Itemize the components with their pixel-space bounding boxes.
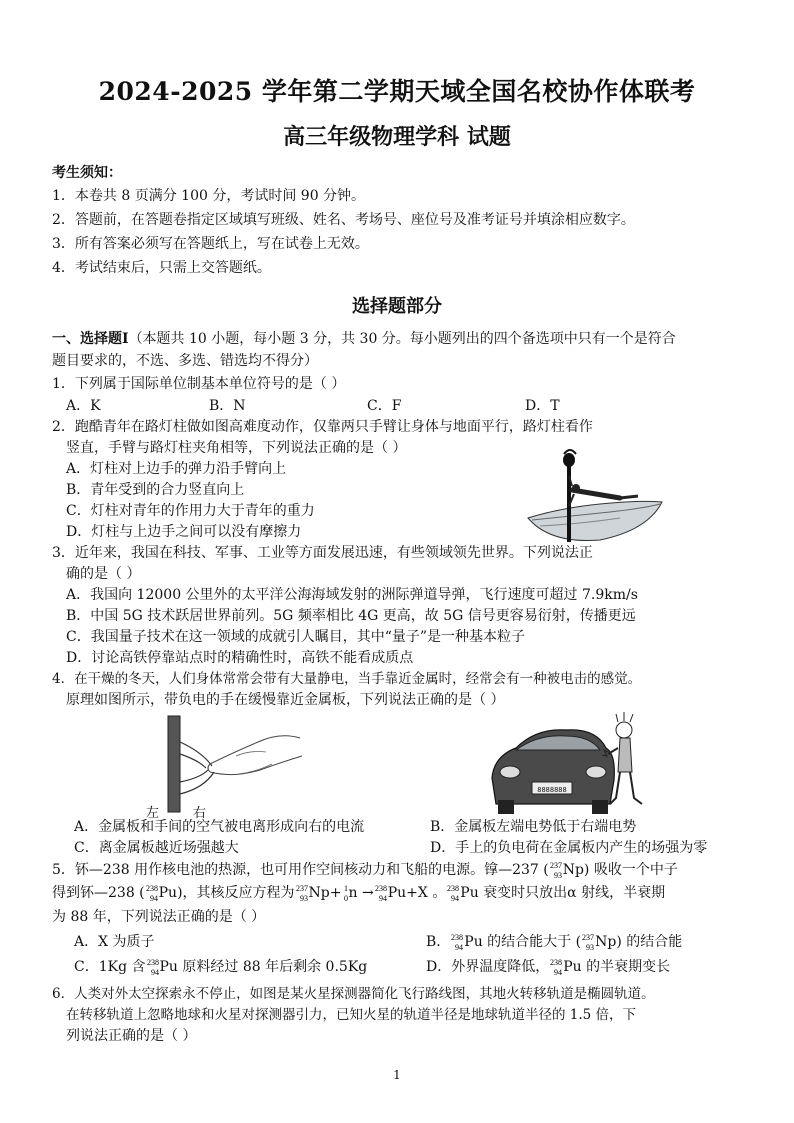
notice-item: 4．考试结束后，只需上交答题纸。	[52, 260, 271, 276]
q6-stem: 6．人类对外太空探索永不停止，如图是某火星探测器简化飞行路线图，其地火转移轨道是椭圆轨道。	[52, 986, 655, 1002]
page-number: 1	[393, 1068, 401, 1082]
parkour-lamppost-figure	[520, 446, 670, 546]
nuclide-pu	[549, 957, 563, 977]
license-plate: 8888888	[537, 786, 567, 794]
q2-stem: 2．跑酷青年在路灯柱做如图高难度动作，仅靠两只手臂让身体与地面平行，路灯柱看作	[52, 419, 593, 435]
q5-text: Pu 衰变时只放出α 射线，半衰期	[460, 885, 666, 901]
q5-text: D．外界温度降低，	[426, 959, 550, 975]
part1-instruction-line2: 题目要求的，不选、多选、错选均不得分）	[52, 353, 318, 369]
pu-mass: 238	[550, 958, 563, 967]
notice-heading: 考生须知：	[52, 165, 122, 181]
q5-line3: 为 88 年，下列说法正确的是（ ）	[52, 909, 266, 925]
q4-option-c: C．离金属板越近场强越大	[74, 840, 239, 856]
pu-z: 94	[150, 968, 159, 977]
q1-option-c: C．F	[367, 398, 402, 414]
pu-mass: 238	[374, 884, 387, 893]
pu-z: 94	[455, 943, 464, 952]
q3-option-b: B．中国 5G 技术跃居世界前列。5G 频率相比 4G 更高，故 5G 信号更容易衍射，传播更远	[66, 608, 636, 624]
q3-stem: 3．近年来，我国在科技、军事、工业等方面发展迅速，有些领域领先世界。下列说法正	[52, 545, 593, 561]
q2-option-a: A．灯柱对上边手的弹力沿手臂向上	[66, 461, 287, 477]
part1-label: 一、选择题Ⅰ	[52, 331, 129, 347]
n-mass: 1	[343, 884, 348, 893]
notice-item: 1．本卷共 8 页满分 100 分，考试时间 90 分钟。	[52, 188, 366, 204]
part1-instruction	[52, 329, 676, 349]
section-title: 选择题部分	[352, 296, 442, 317]
q5-option-b	[426, 932, 682, 952]
q5-option-c	[74, 957, 367, 977]
np-z: 93	[586, 943, 595, 952]
q5-line2	[52, 883, 665, 903]
nuclide-n	[342, 883, 349, 903]
np-mass: 237	[582, 933, 595, 942]
q5-text: Pu 原料经过 88 年后剩余 0.5Kg	[159, 959, 368, 975]
q3-option-c: C．我国量子技术在这一领域的成就引人瞩目，其中“量子”是一种基本粒子	[66, 629, 526, 645]
q3-option-d: D．讨论高铁停靠站点时的精确性时，高铁不能看成质点	[66, 650, 414, 666]
pu-mass: 238	[451, 933, 464, 942]
pu-z: 94	[554, 968, 563, 977]
q5-text: Np+	[308, 885, 342, 901]
q3-stem-cont: 确的是（ ）	[66, 566, 141, 582]
q5-option-d	[426, 957, 670, 977]
q5-text: Pu+X 。	[387, 885, 447, 901]
exam-subtitle: 高三年级物理学科 试题	[283, 124, 511, 150]
np-z: 93	[299, 894, 308, 903]
n-z: 0	[343, 894, 348, 903]
nuclide-np	[581, 932, 595, 952]
q2-option-c: C．灯柱对青年的作用力大于青年的重力	[66, 503, 315, 519]
q5-text: C．1Kg 含	[74, 959, 146, 975]
notice-item: 2．答题前，在答题卷指定区域填写班级、姓名、考场号、座位号及准考证号并填涂相应数字。	[52, 212, 635, 228]
q2-option-d: D．灯柱与上边手之间可以没有摩擦力	[66, 524, 302, 540]
nuclide-pu	[446, 883, 460, 903]
q4-stem: 4．在干燥的冬天，人们身体常常会带有大量静电，当手靠近金属时，经常会有一种被电击的感觉。	[52, 671, 642, 687]
q5-text: Pu 的半衰期变长	[563, 959, 671, 975]
q5-text: Np) 的结合能	[595, 934, 683, 950]
notice-item: 3．所有答案必须写在答题纸上，写在试卷上无效。	[52, 236, 369, 252]
q2-option-b: B．青年受到的合力竖直向上	[66, 482, 245, 498]
nuclide-pu	[374, 883, 388, 903]
figure-left-label: 左	[146, 806, 160, 821]
q4-option-b: B．金属板左端电势低于右端电势	[430, 819, 637, 835]
q5-text: B．	[426, 934, 451, 950]
q1-option-b: B．N	[209, 398, 246, 414]
q5-line1	[52, 860, 678, 880]
q5-text: 5．钚—238 用作核电池的热源，也可用作空间核动力和飞船的电源。镎—237 (	[52, 862, 549, 878]
q2-stem-cont: 竖直，手臂与路灯柱夹角相等，下列说法正确的是（ ）	[66, 440, 407, 456]
np-mass: 237	[295, 884, 308, 893]
exam-title: 2024-2025 学年第二学期天域全国名校协作体联考	[98, 77, 696, 106]
q5-text: Np) 吸收一个中子	[562, 862, 678, 878]
q5-text: n →	[348, 885, 374, 901]
q6-stem-cont2: 列说法正确的是（ ）	[66, 1028, 197, 1044]
q5-option-a: A．X 为质子	[74, 934, 155, 950]
nuclide-pu	[146, 957, 160, 977]
figure-right-label: 右	[193, 806, 207, 821]
nuclide-np	[549, 860, 563, 880]
pu-mass: 238	[447, 884, 460, 893]
nuclide-pu	[145, 883, 159, 903]
part1-text: （本题共 10 小题，每小题 3 分，共 30 分。每小题列出的四个备选项中只有一个是符合	[128, 331, 676, 347]
nuclide-np	[295, 883, 309, 903]
q5-text: 得到钚—238 (	[52, 885, 145, 901]
pu-mass: 238	[146, 958, 159, 967]
q4-option-d: D．手上的负电荷在金属板内产生的场强为零	[430, 840, 708, 856]
pu-mass: 238	[145, 884, 158, 893]
q1-option-a: A．K	[66, 398, 101, 414]
q5-text: Pu 的结合能大于 (	[464, 934, 582, 950]
nuclide-pu	[450, 932, 464, 952]
pu-z: 94	[149, 894, 158, 903]
pu-z: 94	[378, 894, 387, 903]
car-static-shock-figure	[486, 708, 646, 818]
q1-option-d: D．T	[525, 398, 560, 414]
q6-stem-cont: 在转移轨道上忽略地球和火星对探测器引力，已知火星的轨道半径是地球轨道半径的 1.5 倍，下	[66, 1007, 637, 1023]
hand-metal-plate-figure	[140, 712, 310, 814]
q1-stem: 1．下列属于国际单位制基本单位符号的是（ ）	[52, 376, 346, 392]
q4-stem-cont: 原理如图所示，带负电的手在缓慢靠近金属板，下列说法正确的是（ ）	[66, 692, 505, 708]
q3-option-a: A．我国向 12000 公里外的太平洋公海海域发射的洲际弹道导弹，飞行速度可超过 7.9km/s	[66, 587, 638, 603]
q4-option-a: A．金属板和手间的空气被电离形成向右的电流	[74, 819, 365, 835]
np-z: 93	[553, 871, 562, 880]
pu-z: 94	[451, 894, 460, 903]
q5-text: Pu)，其核反应方程为	[158, 885, 295, 901]
np-mass: 237	[549, 861, 562, 870]
